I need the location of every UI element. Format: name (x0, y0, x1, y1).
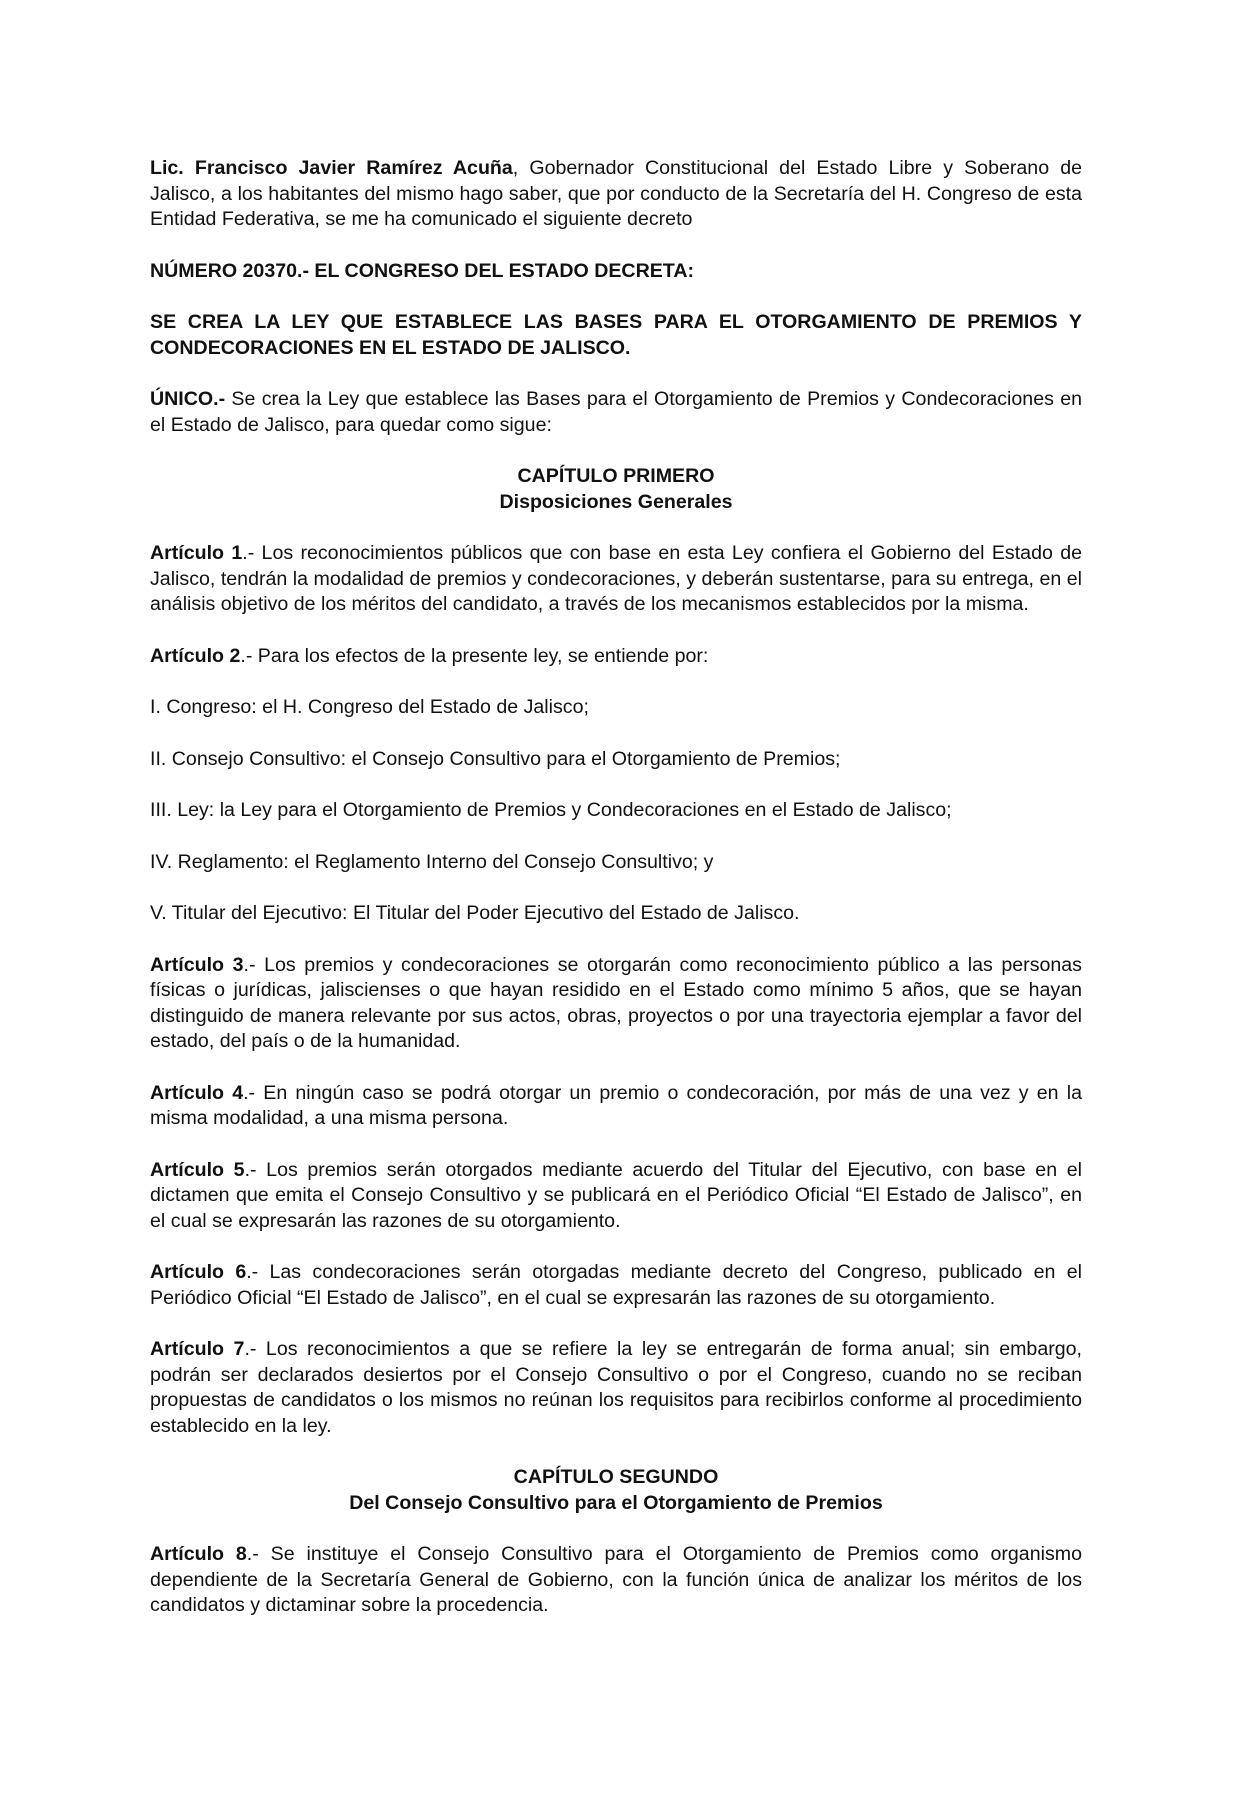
article-1-label: Artículo 1 (150, 542, 243, 564)
unico-paragraph (150, 387, 1082, 438)
article-3 (150, 953, 1082, 1055)
article-5-text: .- Los premios serán otorgados mediante acuerdo del Titular del Ejecutivo, con base en el dictamen que emita el Consejo Consultivo y se publicará en el Periódico Oficial “El Estado de Jalisco”, en el cual se expresarán las razones de su otorgamiento. (150, 1158, 1082, 1232)
definition-item: III. Ley: la Ley para el Otorgamiento de Premios y Condecoraciones en el Estado de Jalisco; (150, 799, 952, 821)
chapter-two-heading (150, 1465, 1082, 1516)
article-8-text: .- Se instituye el Consejo Consultivo para el Otorgamiento de Premios como organismo dependiente de la Secretaría General de Gobierno, con la función única de analizar los méritos de los candidatos y dictaminar sobre la procedencia. (150, 1543, 1082, 1616)
chapter-two-title: CAPÍTULO SEGUNDO (513, 1466, 719, 1488)
definition-item: II. Consejo Consultivo: el Consejo Consultivo para el Otorgamiento de Premios; (150, 747, 841, 770)
unico-label: ÚNICO.- (150, 388, 226, 410)
article-3-label: Artículo 3 (150, 953, 244, 976)
definition-item: I. Congreso: el H. Congreso del Estado de Jalisco; (150, 696, 589, 718)
article-1-text: .- Los reconocimientos públicos que con base en esta Ley confiera el Gobierno del Estado de Jalisco, tendrán la modalidad de premios y condecoraciones, y deberán sustentarse, para su entrega, en el análisis objetivo de los méritos del candidato, a través de los mecanismos establecidos por la misma. (150, 542, 1082, 615)
decree-number: NÚMERO 20370.- EL CONGRESO DEL ESTADO DECRETA: (150, 259, 694, 282)
intro-paragraph (150, 156, 1082, 233)
definition-item: IV. Reglamento: el Reglamento Interno del Consejo Consultivo; y (150, 850, 714, 873)
article-4-text: .- En ningún caso se podrá otorgar un premio o condecoración, por más de una vez y en la misma modalidad, a una misma persona. (150, 1081, 1082, 1129)
intro-text: , Gobernador Constitucional del Estado Libre y Soberano de Jalisco, a los habitantes del mismo hago saber, que por conducto de la Secretaría del H. Congreso de esta Entidad Federativa, se me ha comunicado el siguiente decreto (150, 157, 1082, 230)
definition-item: V. Titular del Ejecutivo: El Titular del Poder Ejecutivo del Estado de Jalisco. (150, 902, 800, 924)
document-page (150, 156, 1082, 1645)
article-1 (150, 541, 1082, 618)
article-5 (150, 1158, 1082, 1235)
article-7-text: .- Los reconocimientos a que se refiere la ley se entregarán de forma anual; sin embargo, podrán ser declarados desiertos por el Consejo Consultivo o por el Congreso, cuando no se reciban propuestas de candidatos o los mismos no reúnan los requisitos para recibirlos conforme al procedimiento establecido en la ley. (150, 1338, 1082, 1437)
chapter-one-heading (150, 464, 1082, 515)
article-8 (150, 1542, 1082, 1619)
governor-name: Lic. Francisco Javier Ramírez Acuña (150, 157, 513, 179)
article-6 (150, 1260, 1082, 1311)
article-5-label: Artículo 5 (150, 1158, 245, 1181)
law-title: SE CREA LA LEY QUE ESTABLECE LAS BASES PARA EL OTORGAMIENTO DE PREMIOS Y CONDECORACIONES EN EL ESTADO DE JALISCO. (150, 311, 1082, 359)
article-3-text: .- Los premios y condecoraciones se otorgarán como reconocimiento público a las personas físicas o jurídicas, jaliscienses o que hayan residido en el Estado como mínimo 5 años, que se hayan distinguido de manera relevante por sus actos, obras, proyectos o por una trayectoria ejemplar a favor del estado, del país o de la humanidad. (150, 953, 1082, 1052)
chapter-one-title: CAPÍTULO PRIMERO (517, 465, 715, 487)
chapter-one-subtitle: Disposiciones Generales (499, 490, 733, 513)
article-4 (150, 1081, 1082, 1132)
article-2-text: .- Para los efectos de la presente ley, se entiende por: (240, 644, 709, 667)
article-6-text: .- Las condecoraciones serán otorgadas mediante decreto del Congreso, publicado en el Periódico Oficial “El Estado de Jalisco”, en el cual se expresarán las razones de su otorgamiento. (150, 1261, 1082, 1309)
unico-text: Se crea la Ley que establece las Bases para el Otorgamiento de Premios y Condecoraciones en el Estado de Jalisco, para quedar como sigue: (150, 388, 1082, 436)
article-2 (150, 644, 1082, 670)
article-4-label: Artículo 4 (150, 1081, 244, 1104)
chapter-two-subtitle: Del Consejo Consultivo para el Otorgamiento de Premios (349, 1491, 883, 1514)
article-6-label: Artículo 6 (150, 1261, 247, 1283)
article-7-label: Artículo 7 (150, 1338, 245, 1360)
article-8-label: Artículo 8 (150, 1543, 247, 1565)
article-2-label: Artículo 2 (150, 644, 241, 667)
article-7 (150, 1337, 1082, 1439)
